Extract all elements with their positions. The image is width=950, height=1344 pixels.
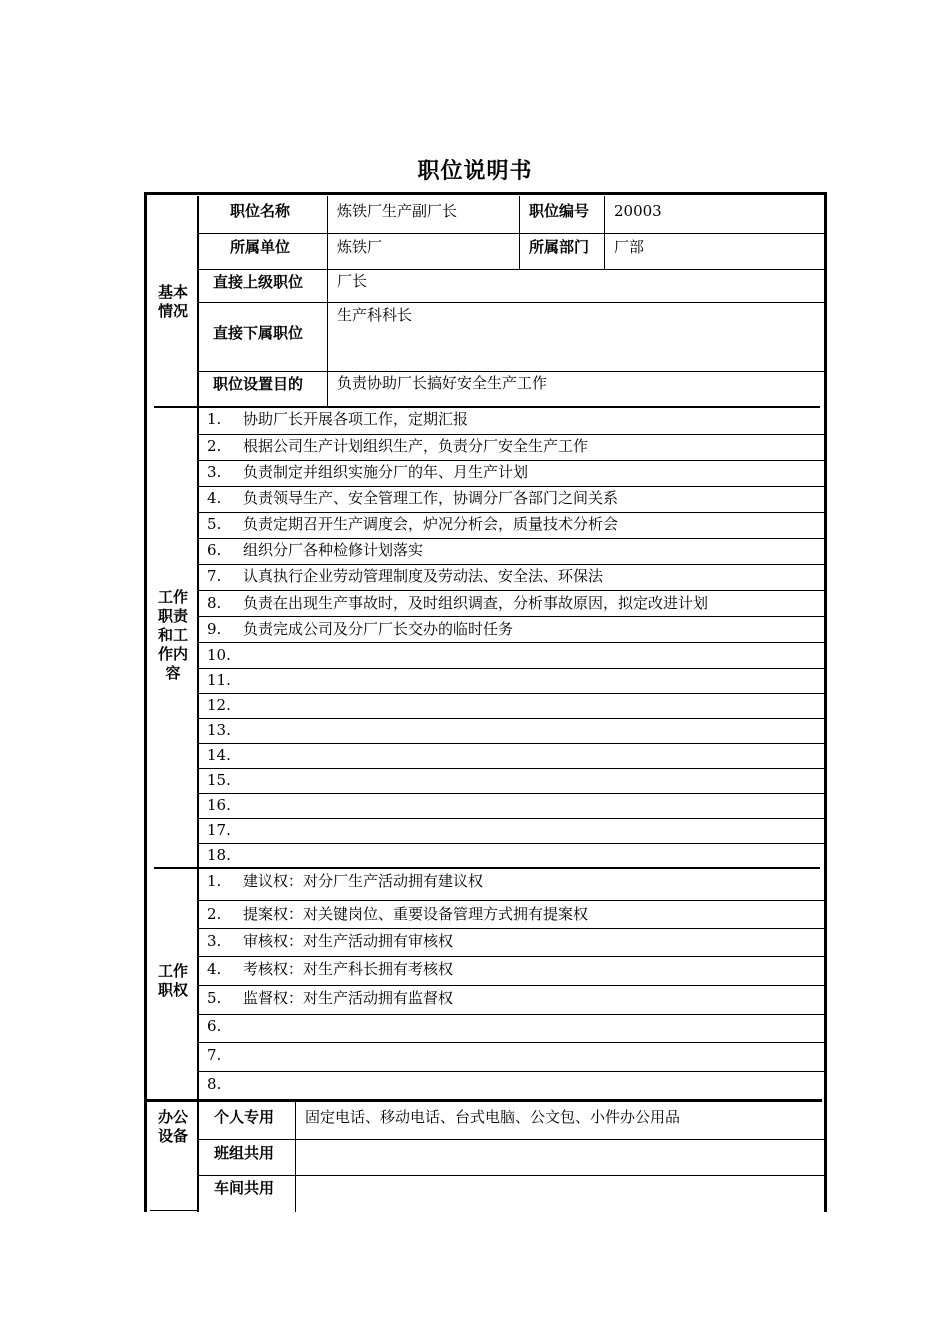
duty-item [207,463,528,481]
duty-item-number: 5. [207,515,222,533]
duty-item-text: 负责领导生产、安全管理工作，协调分厂各部门之间关系 [243,489,619,507]
duty-item-number: 12. [207,696,231,714]
duty-item-number: 6. [207,541,222,559]
row-line [198,642,824,643]
duty-item-text: 根据公司生产计划组织生产，负责分厂安全生产工作 [243,437,589,455]
authority-item-text: 考核权：对生产科长拥有考核权 [243,960,454,978]
duty-item-number: 10. [207,646,231,664]
authority-item-number: 2. [207,905,222,923]
row-line [198,668,824,669]
row-line [198,900,824,901]
authority-item-text: 建议权：对分厂生产活动拥有建议权 [243,872,484,890]
row-line [198,1175,824,1176]
duty-item-number: 11. [207,671,231,689]
section-line [154,406,820,408]
duty-item-text: 负责制定并组织实施分厂的年、月生产计划 [243,463,529,481]
authority-item-number: 1. [207,872,222,890]
duty-item-number: 8. [207,594,222,612]
row-line [198,434,824,435]
row-line [198,1139,824,1140]
row-line [198,793,824,794]
duty-item-text: 认真执行企业劳动管理制度及劳动法、安全法、环保法 [243,567,604,585]
row-line [198,1042,824,1043]
subordinate-label: 直接下属职位 [213,324,304,342]
authority-item-number: 3. [207,932,222,950]
duty-item-number: 2. [207,437,222,455]
dept-value: 厂部 [614,238,645,256]
duty-item-number: 7. [207,567,222,585]
duty-item [207,671,243,689]
subordinate-value: 生产科科长 [337,306,413,324]
equipment-label: 班组共用 [214,1144,275,1162]
row-line [198,956,824,957]
row-line [198,1014,824,1015]
duty-item [207,746,243,764]
authority-item-number: 4. [207,960,222,978]
authority-item [207,989,453,1007]
authority-item-number: 8. [207,1075,222,1093]
equipment-value: 固定电话、移动电话、台式电脑、公文包、小件办公用品 [305,1108,681,1126]
superior-label: 直接上级职位 [213,273,304,291]
duty-item [207,771,243,789]
duty-item [207,620,513,638]
duty-item-number: 18. [207,846,231,864]
duty-item [207,541,423,559]
row-line [198,843,824,844]
document-title: 职位说明书 [417,159,533,184]
position-name-label: 职位名称 [230,202,291,220]
duty-item-number: 14. [207,746,231,764]
duty-item-number: 3. [207,463,222,481]
duty-item-text: 负责完成公司及分厂厂长交办的临时任务 [243,620,514,638]
duty-item-number: 9. [207,620,222,638]
row-line [198,718,824,719]
row-line [198,371,824,372]
equipment-label-divider [295,1102,296,1212]
duty-item-number: 17. [207,821,231,839]
duty-item [207,489,618,507]
duty-item-number: 15. [207,771,231,789]
authority-item [207,932,453,950]
section-column-divider [197,196,199,1212]
row-line [198,233,824,234]
unit-value: 炼铁厂 [337,238,383,256]
row-line [198,743,824,744]
authority-item [207,1046,243,1064]
row-line [198,616,824,617]
section-label-basic: 基本 情况 [157,283,188,320]
authority-item-number: 7. [207,1046,222,1064]
superior-value: 厂长 [337,272,368,290]
duty-item [207,721,243,739]
row-line [198,460,824,461]
section-label-equipment: 办公 设备 [157,1108,188,1145]
row-line [198,693,824,694]
equipment-label: 车间共用 [214,1179,275,1197]
row-line [198,486,824,487]
row-line [198,818,824,819]
position-name-value: 炼铁厂生产副厂长 [337,202,458,220]
duty-item [207,594,708,612]
authority-item [207,960,453,978]
duty-item [207,821,243,839]
duty-item-text: 负责在出现生产事故时，及时组织调查，分析事故原因，拟定改进计划 [243,594,709,612]
duty-item [207,437,588,455]
dept-label: 所属部门 [529,238,590,256]
section-line [154,867,820,869]
duty-item [207,515,618,533]
position-code-value: 20003 [614,202,662,220]
duty-item-number: 1. [207,410,222,428]
duty-item [207,646,243,664]
duty-item-number: 4. [207,489,222,507]
unit-label: 所属单位 [230,238,291,256]
duty-item-number: 16. [207,796,231,814]
authority-item-number: 5. [207,989,222,1007]
row-line [150,1210,198,1211]
authority-item-number: 6. [207,1017,222,1035]
section-label-authority: 工作 职权 [157,962,188,999]
authority-item-text: 审核权：对生产活动拥有审核权 [243,932,454,950]
purpose-label: 职位设置目的 [213,375,304,393]
purpose-value: 负责协助厂长搞好安全生产工作 [337,374,548,392]
authority-item [207,872,483,890]
authority-item-text: 监督权：对生产活动拥有监督权 [243,989,454,1007]
authority-item [207,1017,243,1035]
section-label-duties: 工作 职责 和工 作内 容 [157,588,188,682]
duty-item-text: 组织分厂各种检修计划落实 [243,541,424,559]
section-line [147,1099,822,1102]
duty-item-text: 负责定期召开生产调度会，炉况分析会，质量技术分析会 [243,515,619,533]
row-line [198,985,824,986]
row-line [198,768,824,769]
duty-item [207,846,243,864]
duty-item [207,567,603,585]
authority-item-text: 提案权：对关键岗位、重要设备管理方式拥有提案权 [243,905,589,923]
authority-item [207,905,588,923]
duty-item [207,410,468,428]
duty-item-number: 13. [207,721,231,739]
row-line [198,1071,824,1072]
row-line [198,590,824,591]
row-line [198,928,824,929]
row-line [198,302,824,303]
row-line [198,564,824,565]
duty-item [207,696,243,714]
duty-item-text: 协助厂长开展各项工作，定期汇报 [243,410,469,428]
job-description-table [144,192,827,1212]
row-line [198,269,824,270]
row-line [198,512,824,513]
row-line [198,538,824,539]
equipment-label: 个人专用 [214,1108,275,1126]
duty-item [207,796,243,814]
authority-item [207,1075,243,1093]
position-code-label: 职位编号 [529,202,590,220]
